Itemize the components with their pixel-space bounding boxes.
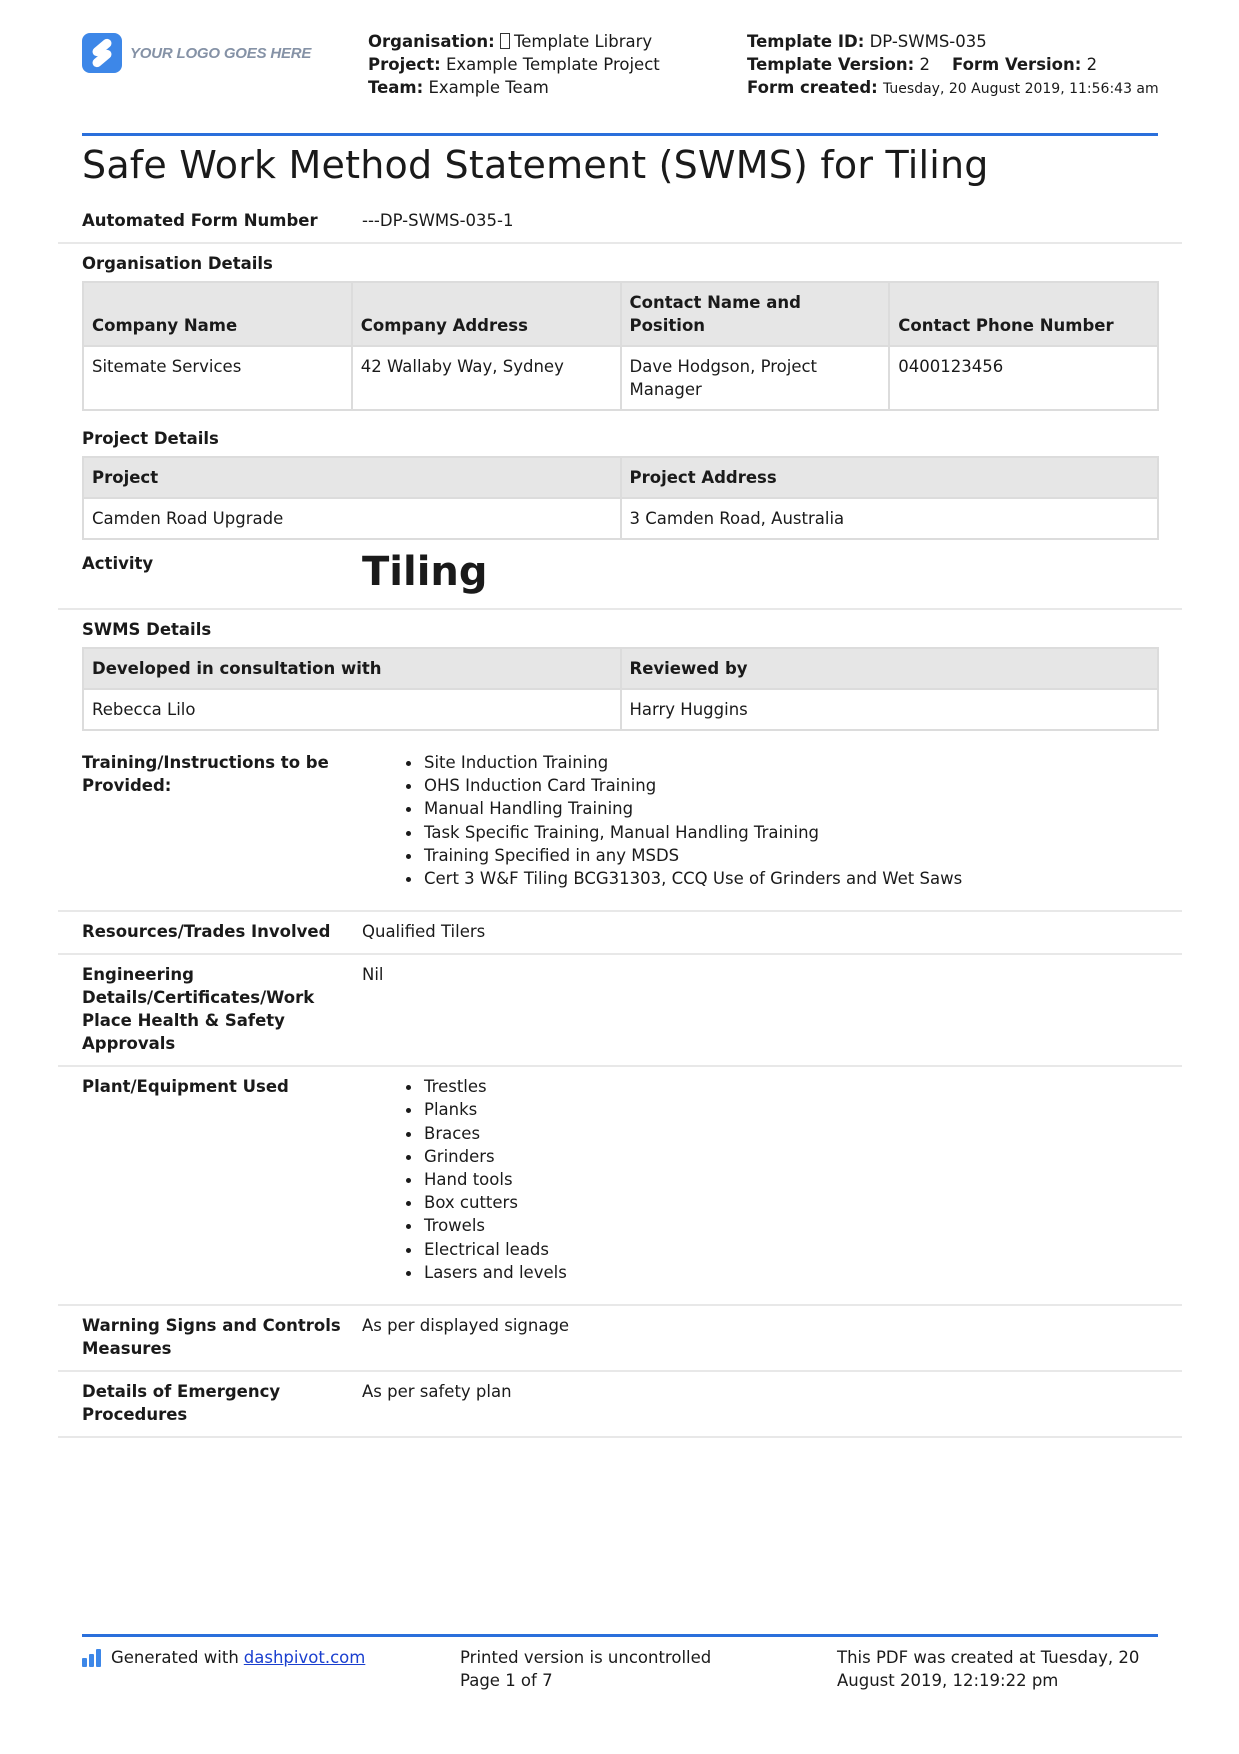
- project-details-section: [58, 419, 1182, 540]
- list-item: Task Specific Training, Manual Handling Training: [402, 821, 962, 844]
- table-cell: 0400123456: [889, 346, 1158, 410]
- table-cell: Dave Hodgson, Project Manager: [621, 346, 890, 410]
- logo-text: YOUR LOGO GOES HERE: [130, 44, 312, 62]
- organisation-value: Template Library: [513, 32, 653, 51]
- page-number: Page 1 of 7: [460, 1671, 553, 1690]
- logo: [82, 33, 311, 73]
- field-label: Automated Form Number: [82, 211, 318, 230]
- template-version-label: Template Version:: [747, 55, 915, 74]
- table-row: [83, 498, 1158, 539]
- plant-row: [58, 1067, 1182, 1306]
- form-number-row: [58, 205, 1182, 244]
- organisation-details-table: [82, 281, 1159, 411]
- field-value: As per displayed signage: [362, 1316, 570, 1336]
- dashpivot-link[interactable]: dashpivot.com: [243, 1648, 366, 1667]
- uncontrolled-note: Printed version is uncontrolled: [460, 1648, 712, 1667]
- field-value: As per safety plan: [362, 1382, 512, 1402]
- list-item: Lasers and levels: [402, 1261, 567, 1284]
- table-header-row: [83, 457, 1158, 498]
- field-label: Resources/Trades Involved: [82, 922, 331, 942]
- activity-row: [58, 548, 1182, 610]
- template-id-value: DP-SWMS-035: [869, 32, 987, 51]
- swms-details-section: [58, 610, 1182, 731]
- list-item: Hand tools: [402, 1168, 567, 1191]
- column-header: Company Address: [352, 282, 621, 346]
- footer-generated: [82, 1646, 365, 1669]
- field-value: Nil: [362, 965, 384, 985]
- form-created-label: Form created:: [747, 78, 878, 97]
- table-header-row: [83, 282, 1158, 346]
- form-version-value: 2: [1086, 55, 1098, 74]
- list-item: Braces: [402, 1122, 567, 1145]
- field-value: ---DP-SWMS-035-1: [362, 211, 514, 230]
- table-cell: Harry Huggins: [621, 689, 1159, 730]
- table-cell: 42 Wallaby Way, Sydney: [352, 346, 621, 410]
- section-title: Project Details: [82, 429, 219, 448]
- plant-list: [402, 1075, 567, 1284]
- project-details-table: [82, 456, 1159, 540]
- column-header: Contact Name and Position: [621, 282, 890, 346]
- field-label: Engineering Details/Certificates/Work Place Health & Safety Approvals: [82, 965, 315, 1054]
- document-header: [82, 30, 1158, 134]
- table-cell: Rebecca Lilo: [83, 689, 621, 730]
- list-item: Training Specified in any MSDS: [402, 844, 962, 867]
- list-item: Site Induction Training: [402, 751, 962, 774]
- form-version-label: Form Version:: [951, 55, 1082, 74]
- warning-row: [58, 1306, 1182, 1372]
- column-header: Reviewed by: [621, 648, 1159, 689]
- footer-created: This PDF was created at Tuesday, 20 August 2019, 12:19:22 pm: [837, 1648, 1140, 1690]
- field-label: Details of Emergency Procedures: [82, 1382, 281, 1425]
- header-meta-left: [368, 30, 660, 99]
- form-created-value: Tuesday, 20 August 2019, 11:56:43 am: [883, 81, 1159, 97]
- footer-divider: [82, 1634, 1158, 1637]
- logo-icon: [82, 33, 122, 73]
- training-row: [58, 739, 1182, 912]
- header-divider: [82, 133, 1158, 136]
- table-row: [83, 346, 1158, 410]
- list-item: Planks: [402, 1098, 567, 1121]
- column-header: Company Name: [83, 282, 352, 346]
- list-item: Box cutters: [402, 1191, 567, 1214]
- footer-center: [460, 1646, 711, 1692]
- field-label: Warning Signs and Controls Measures: [82, 1316, 341, 1359]
- engineering-row: [58, 955, 1182, 1067]
- template-id-label: Template ID:: [747, 32, 865, 51]
- template-version-value: 2: [919, 55, 930, 74]
- table-cell: 3 Camden Road, Australia: [621, 498, 1159, 539]
- form-body: [58, 205, 1182, 1438]
- section-title: Organisation Details: [82, 254, 273, 273]
- organisation-label: Organisation:: [368, 32, 495, 51]
- table-row: [83, 689, 1158, 730]
- header-meta-right: [747, 30, 1167, 101]
- field-label: Plant/Equipment Used: [82, 1077, 289, 1097]
- project-value: Example Template Project: [445, 55, 660, 74]
- column-header: Developed in consultation with: [83, 648, 621, 689]
- table-header-row: [83, 648, 1158, 689]
- swms-details-table: [82, 647, 1159, 731]
- list-item: Grinders: [402, 1145, 567, 1168]
- generated-text: Generated with: [111, 1648, 239, 1667]
- team-value: Example Team: [428, 78, 549, 97]
- project-label: Project:: [368, 55, 441, 74]
- table-cell: Camden Road Upgrade: [83, 498, 621, 539]
- list-item: Manual Handling Training: [402, 797, 962, 820]
- field-label: Training/Instructions to be Provided:: [82, 753, 329, 795]
- resources-row: [58, 912, 1182, 955]
- list-item: Trowels: [402, 1214, 567, 1237]
- list-item: OHS Induction Card Training: [402, 774, 962, 797]
- table-cell: Sitemate Services: [83, 346, 352, 410]
- organisation-details-section: [58, 244, 1182, 411]
- training-list: [402, 751, 962, 890]
- column-header: Project: [83, 457, 621, 498]
- emergency-row: [58, 1372, 1182, 1438]
- page-title: Safe Work Method Statement (SWMS) for Tiling: [82, 143, 989, 187]
- activity-value: Tiling: [362, 549, 488, 595]
- field-value: Qualified Tilers: [362, 922, 486, 942]
- list-item: Cert 3 W&F Tiling BCG31303, CCQ Use of Grinders and Wet Saws: [402, 867, 962, 890]
- missing-glyph-icon: [500, 33, 510, 49]
- team-label: Team:: [368, 78, 424, 97]
- field-label: Activity: [82, 554, 154, 573]
- column-header: Contact Phone Number: [889, 282, 1158, 346]
- list-item: Trestles: [402, 1075, 567, 1098]
- list-item: Electrical leads: [402, 1238, 567, 1261]
- column-header: Project Address: [621, 457, 1159, 498]
- section-title: SWMS Details: [82, 620, 212, 639]
- dashpivot-icon: [82, 1649, 103, 1667]
